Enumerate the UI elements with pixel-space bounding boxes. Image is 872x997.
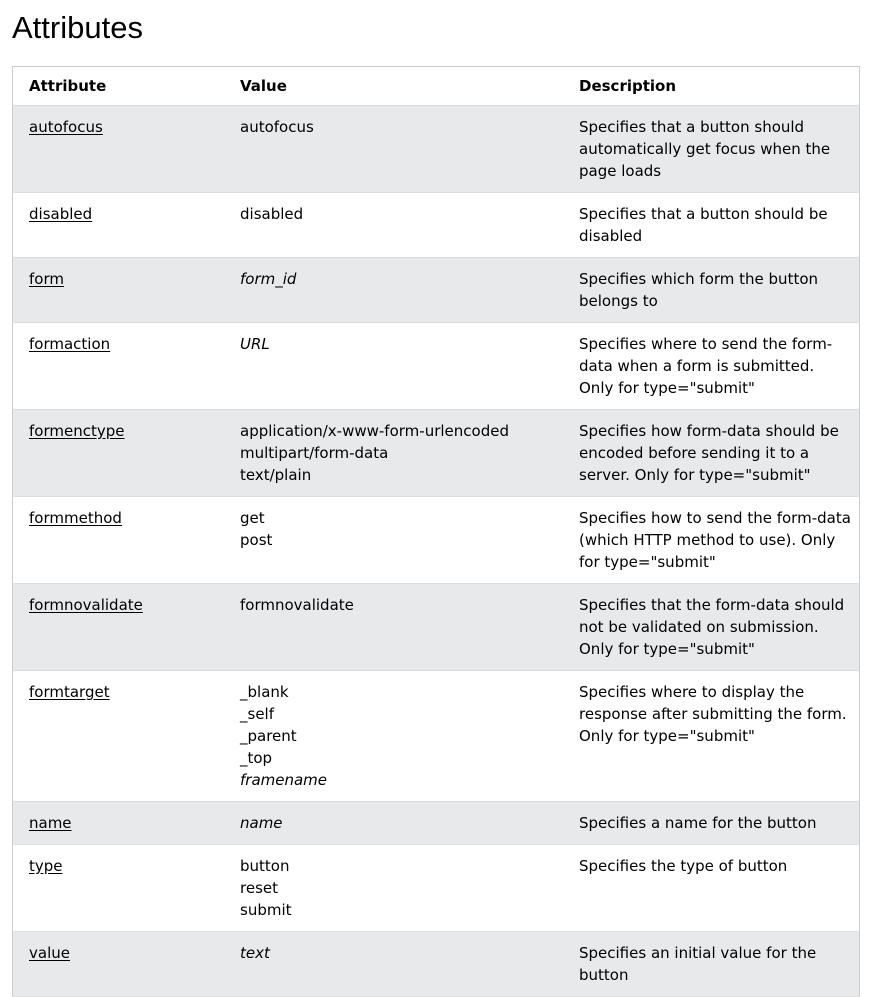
header-description: Description [563,66,860,105]
value-text: autofocus [240,117,314,136]
table-row [13,670,860,801]
table-body [13,105,860,996]
description-cell: Specifies where to display the response after submitting the form. Only for type="submit" [563,670,860,801]
description-cell: Specifies which form the button belongs to [563,257,860,322]
table-row [13,105,860,192]
value-text: URL [240,334,270,353]
attribute-link[interactable]: autofocus [29,117,103,136]
attribute-cell [13,496,225,583]
description-cell: Specifies a name for the button [563,801,860,844]
value-cell [224,105,563,192]
attribute-cell [13,801,225,844]
value-text: submit [240,900,292,919]
value-text: button [240,856,290,875]
value-text: disabled [240,204,304,223]
value-cell [224,192,563,257]
attribute-link[interactable]: formaction [29,334,111,353]
attribute-link[interactable]: disabled [29,204,93,223]
table-row [13,409,860,496]
value-cell [224,409,563,496]
value-text: post [240,530,273,549]
value-text: application/x-www-form-urlencoded [240,421,509,440]
attribute-link[interactable]: formtarget [29,682,110,701]
attribute-link[interactable]: form [29,269,64,288]
attribute-link[interactable]: value [29,943,70,962]
value-cell [224,670,563,801]
value-text: formnovalidate [240,595,354,614]
value-text: framename [240,770,328,789]
value-text: get [240,508,265,527]
value-text: text [240,943,270,962]
value-cell [224,801,563,844]
description-cell: Specifies where to send the form-data when a form is submitted. Only for type="submit" [563,322,860,409]
value-cell [224,583,563,670]
value-cell [224,322,563,409]
attribute-cell [13,322,225,409]
value-text: form_id [240,269,297,288]
attribute-cell [13,192,225,257]
table-row [13,192,860,257]
attribute-cell [13,844,225,931]
description-cell: Specifies how form-data should be encoded before sending it to a server. Only for type="submit" [563,409,860,496]
attribute-cell [13,670,225,801]
header-value: Value [224,66,563,105]
table-row [13,844,860,931]
value-text: _top [240,748,273,767]
page-title: Attributes [12,10,143,45]
table-row [13,322,860,409]
value-text: name [240,813,283,832]
description-cell: Specifies the type of button [563,844,860,931]
value-cell [224,844,563,931]
attribute-cell [13,105,225,192]
value-text: _self [240,704,274,723]
description-cell: Specifies an initial value for the button [563,931,860,996]
attribute-link[interactable]: formenctype [29,421,125,440]
attribute-cell [13,409,225,496]
attribute-link[interactable]: formmethod [29,508,122,527]
attribute-cell [13,583,225,670]
description-cell: Specifies that a button should be disabled [563,192,860,257]
description-cell: Specifies that the form-data should not be validated on submission. Only for type="submit" [563,583,860,670]
table-row [13,496,860,583]
table-row [13,931,860,996]
value-text: _parent [240,726,297,745]
value-text: multipart/form-data [240,443,389,462]
value-text: _blank [240,682,289,701]
attribute-link[interactable]: type [29,856,63,875]
value-cell [224,496,563,583]
value-text: reset [240,878,278,897]
table-row [13,801,860,844]
table-row [13,257,860,322]
attributes-table [12,66,860,997]
attribute-cell [13,257,225,322]
description-cell: Specifies that a button should automatically get focus when the page loads [563,105,860,192]
header-attribute: Attribute [13,66,225,105]
description-cell: Specifies how to send the form-data (which HTTP method to use). Only for type="submit" [563,496,860,583]
attribute-link[interactable]: formnovalidate [29,595,143,614]
attribute-cell [13,931,225,996]
value-cell [224,257,563,322]
attribute-link[interactable]: name [29,813,72,832]
value-cell [224,931,563,996]
table-row [13,583,860,670]
value-text: text/plain [240,465,312,484]
table-header-row [13,66,860,105]
